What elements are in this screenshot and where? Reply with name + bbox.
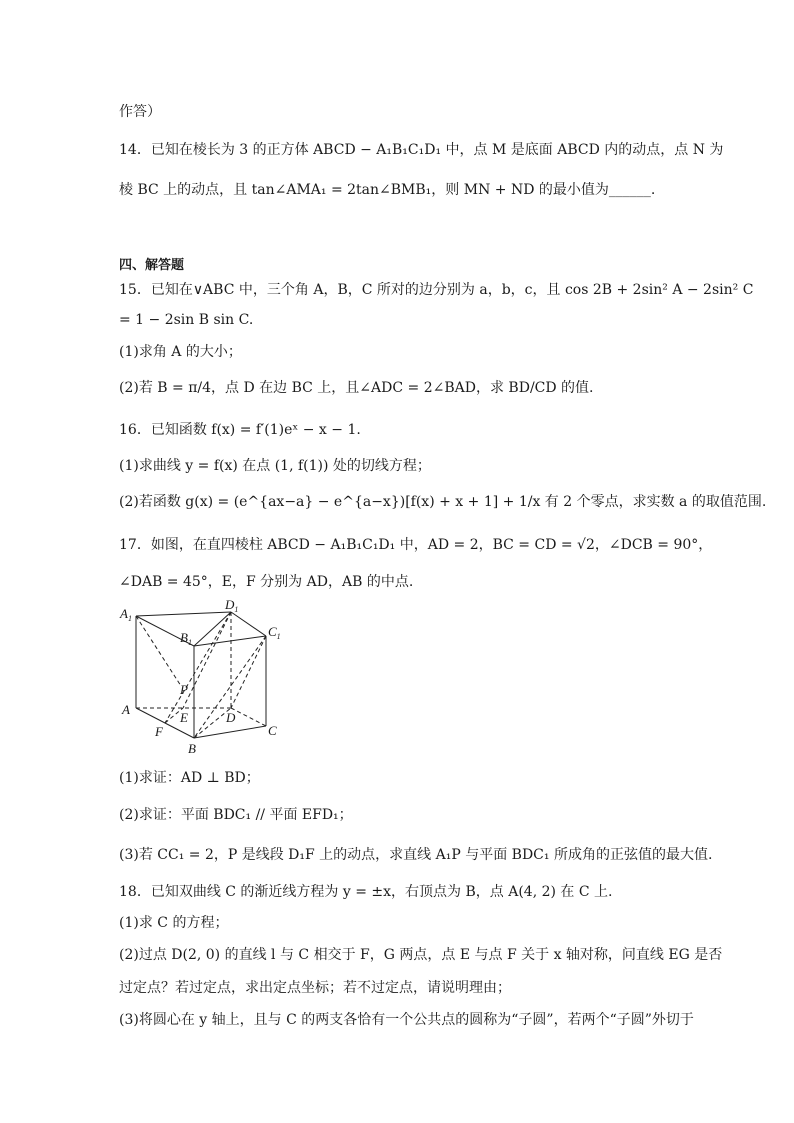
problem-16-part-2: (2)若函数 g(x) = (e^{ax−a} − e^{a−x})[f(x) + x + 1] + 1/x 有 2 个零点，求实数 a 的取值范围. (119, 494, 767, 510)
problem-15-line-2: = 1 − 2sin B sin C. (119, 312, 254, 328)
edge-dc (231, 708, 266, 726)
problem-18-part-2-line-1: (2)过点 D(2, 0) 的直线 l 与 C 相交于 F，G 两点，点 E 与点 F 关于 x 轴对称，问直线 EG 是否 (119, 947, 723, 963)
prism-figure (118, 598, 290, 758)
problem-17-line-1: 17．如图，在直四棱柱 ABCD − A₁B₁C₁D₁ 中，AD = 2，BC = CD = √2，∠DCB = 90°， (119, 537, 713, 553)
problem-17-part-3: (3)若 CC₁ = 2，P 是线段 D₁F 上的动点，求直线 A₁P 与平面 BDC₁ 所成角的正弦值的最大值. (119, 847, 713, 863)
problem-18-part-1: (1)求 C 的方程； (119, 915, 229, 931)
problem-17-part-1: (1)求证：AD ⊥ BD； (119, 770, 260, 786)
label-d: D (226, 710, 236, 725)
label-b1: $B_1$ (180, 630, 192, 647)
section-heading: 四、解答题 (119, 258, 185, 273)
label-c1: $C_1$ (268, 624, 281, 641)
label-d1: $D_1$ (225, 598, 239, 614)
label-f: F (155, 724, 163, 739)
problem-18-part-2-line-2: 过定点？若过定点，求出定点坐标；若不过定点，请说明理由； (119, 980, 511, 996)
edge-c1d (231, 636, 266, 708)
edge-a1p (136, 616, 181, 686)
edge-bc (194, 726, 266, 738)
edge-c1b1 (194, 636, 266, 646)
problem-18-part-3: (3)将圆心在 y 轴上，且与 C 的两支各恰有一个公共点的圆称为“子圆”，若两个“子圆”外切于 (119, 1012, 694, 1028)
problem-16-line-1: 16．已知函数 f(x) = f′(1)eˣ − x − 1. (119, 422, 361, 438)
edge-d1e (183, 612, 231, 708)
edge-a1d1 (136, 612, 231, 616)
prism-diagram (118, 598, 290, 758)
problem-17-part-2: (2)求证：平面 BDC₁ // 平面 EFD₁； (119, 807, 353, 823)
label-a: A (122, 702, 130, 717)
problem-15-line-1: 15．已知在∨ABC 中，三个角 A，B，C 所对的边分别为 a，b，c，且 cos 2B + 2sin² A − 2sin² C (119, 282, 754, 298)
problem-17-line-2: ∠DAB = 45°，E，F 分别为 AD，AB 的中点. (119, 574, 414, 590)
edge-d1f (165, 612, 231, 723)
problem-14-line-1: 14．已知在棱长为 3 的正方体 ABCD − A₁B₁C₁D₁ 中，点 M 是底面 ABCD 内的动点，点 N 为 (119, 142, 724, 158)
problem-18-line-1: 18．已知双曲线 C 的渐近线方程为 y = ±x，右顶点为 B，点 A(4, 2) 在 C 上. (119, 884, 613, 900)
text-line-1: 作答） (119, 104, 161, 120)
problem-16-part-1: (1)求曲线 y = f(x) 在点 (1, f(1)) 处的切线方程； (119, 458, 431, 474)
edge-b1d1 (194, 612, 231, 646)
problem-15-part-2: (2)若 B = π/4，点 D 在边 BC 上，且∠ADC = 2∠BAD，求 BD/CD 的值. (119, 380, 594, 396)
dashed-edges (136, 612, 266, 738)
label-c: C (268, 723, 277, 738)
label-a1: $A_1$ (120, 606, 132, 623)
problem-15-part-1: (1)求角 A 的大小； (119, 344, 242, 360)
problem-14-line-2: 棱 BC 上的动点，且 tan∠AMA₁ = 2tan∠BMB₁，则 MN + ND 的最小值为______. (119, 182, 656, 198)
label-p: P (180, 682, 188, 697)
label-e: E (180, 710, 188, 725)
edge-d1c1 (231, 612, 266, 636)
label-b: B (188, 741, 196, 756)
